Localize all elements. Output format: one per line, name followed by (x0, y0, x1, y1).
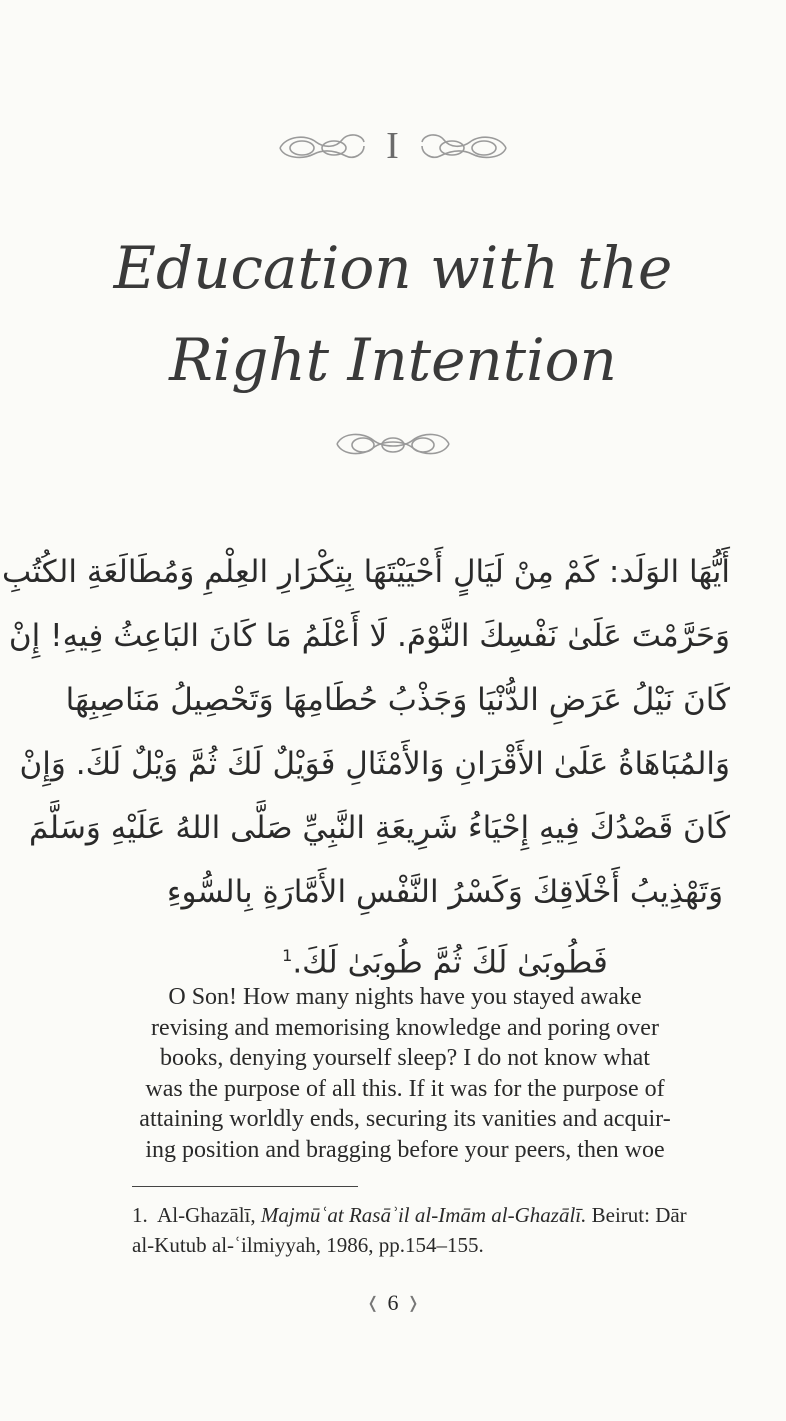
english-line: books, denying yourself sleep? I do not know what (160, 1045, 650, 1071)
footnote (132, 1200, 762, 1260)
footnote-publisher-line-2: al-Kutub al-ʿilmiyyah, 1986, pp.154–155. (132, 1233, 484, 1257)
chapter-heading-ornament (0, 118, 786, 174)
page-footer (0, 1290, 786, 1316)
chapter-title-line-1: Education with the (113, 234, 673, 302)
chapter-title (0, 222, 786, 406)
english-line: ing position and bragging before your peers, then woe (145, 1136, 665, 1163)
english-line: attaining worldly ends, securing its vanities and acquir- (139, 1106, 671, 1132)
arabic-passage (2, 540, 730, 994)
footnote-publisher-line-1: Beirut: Dār (591, 1203, 687, 1227)
arabic-line: كَانَ قَصْدُكَ فِيهِ إِحْيَاءُ شَرِيعَةِ النَّبِيِّ صَلَّى اللهُ عَلَيْهِ وَسَلَّمَ (29, 810, 730, 846)
english-line: revising and memorising knowledge and poring over (151, 1014, 659, 1041)
title-flourish (0, 426, 786, 462)
right-scroll-ornament-icon (418, 126, 510, 166)
page-number: 6 (387, 1290, 399, 1315)
chapter-title-line-2: Right Intention (169, 326, 617, 394)
arabic-line: كَانَ نَيْلُ عَرَضِ الدُّنْيَا وَجَذْبُ حُطَامِهَا وَتَحْصِيلُ مَنَاصِبِهَا (65, 682, 730, 718)
english-line: O Son! How many nights have you stayed awake (168, 984, 642, 1010)
footnote-author: Al-Ghazālī, (157, 1203, 256, 1227)
english-line: was the purpose of all this. If it was for the purpose of (145, 1075, 665, 1102)
chapter-number: I (386, 125, 400, 167)
footnote-work-title: Majmūʿat Rasāʾil al-Imām al-Ghazālī. (260, 1203, 587, 1227)
arabic-line: وَحَرَّمْتَ عَلَىٰ نَفْسِكَ النَّوْمَ. لَا أَعْلَمُ مَا كَانَ البَاعِثُ فِيهِ! إِنْ (8, 618, 730, 654)
english-translation (120, 982, 690, 1165)
footnote-reference[interactable]: 1 (282, 946, 293, 965)
footnote-divider (132, 1186, 358, 1187)
flourish-ornament-icon (333, 426, 453, 462)
arabic-line: وَتَهْذِيبُ أَخْلَاقِكَ وَكَسْرُ النَّفْسِ الأَمَّارَةِ بِالسُّوءِ (166, 874, 724, 910)
right-page-ornament-icon: ❭ (406, 1295, 420, 1312)
left-scroll-ornament-icon (276, 126, 368, 166)
arabic-line: وَالمُبَاهَاةُ عَلَىٰ الأَقْرَانِ وَالأَمْثَالِ فَوَيْلٌ لَكَ ثُمَّ وَيْلٌ لَكَ. وَإِنْ (19, 746, 730, 782)
footnote-number: 1. (132, 1203, 148, 1227)
arabic-line-text: فَطُوبَىٰ لَكَ ثُمَّ طُوبَىٰ لَكَ. (292, 944, 608, 981)
left-page-ornament-icon: ❬ (366, 1295, 380, 1312)
arabic-line: أَيُّهَا الوَلَد: كَمْ مِنْ لَيَالٍ أَحْيَيْتَهَا بِتِكْرَارِ العِلْمِ وَمُطَالَعَةِ الكُتُبِ (2, 554, 730, 590)
